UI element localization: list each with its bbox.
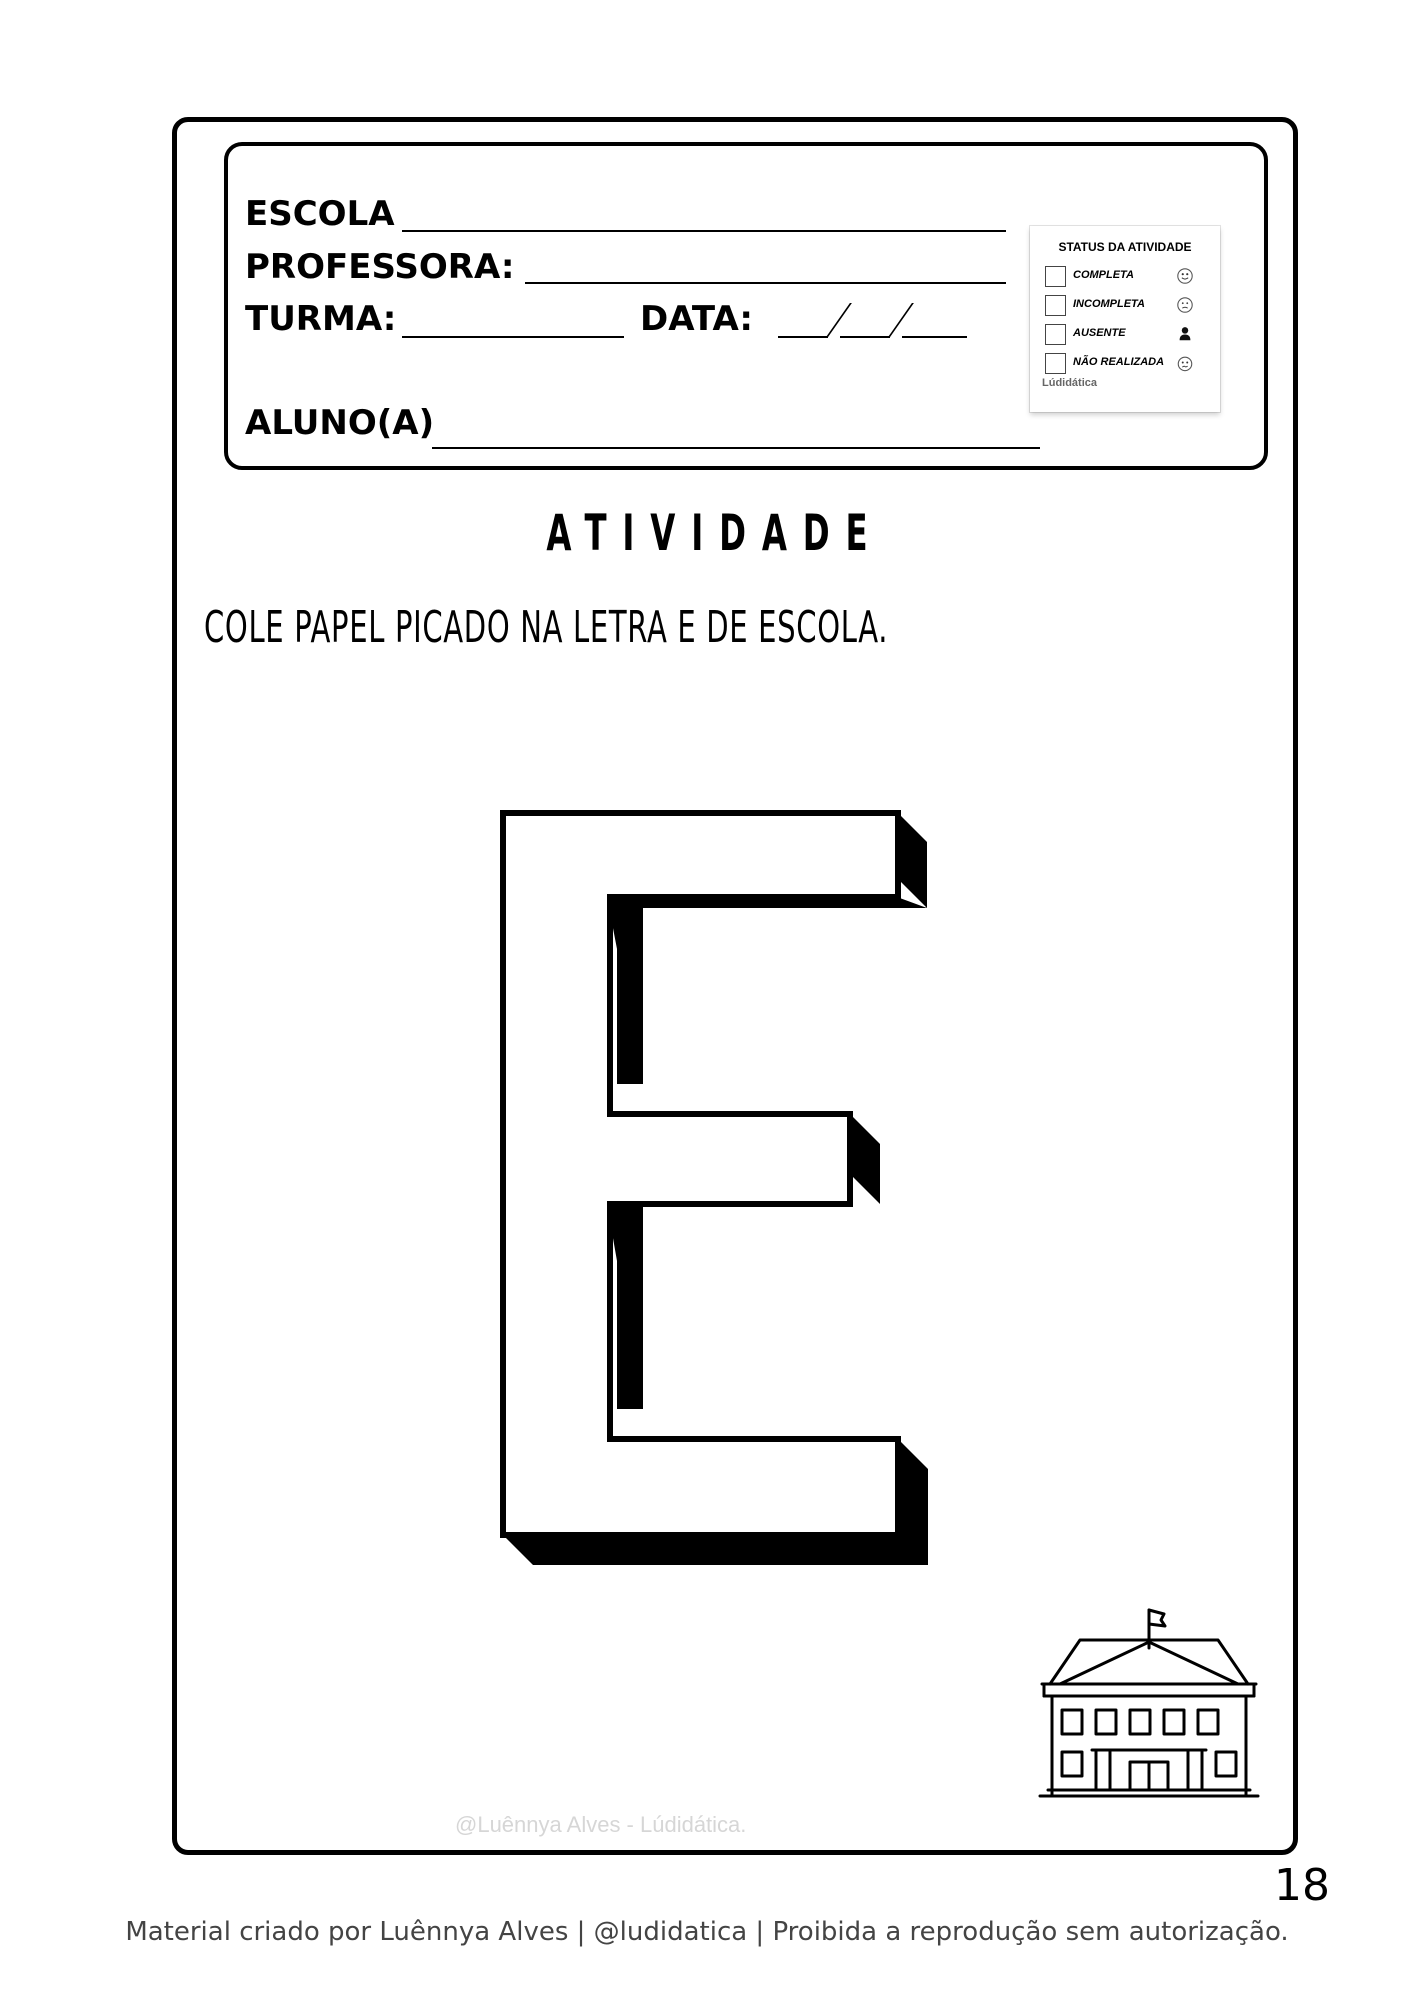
aluno-label: ALUNO(A): [245, 403, 435, 443]
status-label: NÃO REALIZADA: [1073, 356, 1165, 368]
professora-label: PROFESSORA:: [245, 247, 515, 287]
status-option-incompleta[interactable]: [1045, 295, 1215, 319]
status-option-ausente[interactable]: [1045, 324, 1215, 348]
status-label: COMPLETA: [1073, 269, 1134, 281]
aluno-line[interactable]: [432, 447, 1040, 449]
status-title: STATUS DA ATIVIDADE: [1058, 240, 1192, 254]
escola-label: ESCOLA: [245, 194, 395, 234]
status-option-nao-realizada[interactable]: [1045, 353, 1215, 377]
status-label: AUSENTE: [1073, 327, 1126, 339]
status-checkbox[interactable]: [1045, 295, 1066, 316]
status-brand: Lúdidática: [1042, 377, 1098, 389]
activity-status-card: [1030, 226, 1220, 412]
watermark: @Luênnya Alves - Lúdidática.: [455, 1812, 747, 1837]
date-month-line[interactable]: [840, 336, 890, 338]
school-building-icon: [1030, 1604, 1268, 1808]
escola-line[interactable]: [402, 230, 1006, 232]
status-checkbox[interactable]: [1045, 353, 1066, 374]
page-number: 18: [1274, 1860, 1330, 1911]
professora-line[interactable]: [525, 282, 1006, 284]
date-year-line[interactable]: [902, 336, 967, 338]
status-option-completa[interactable]: [1045, 266, 1215, 290]
status-checkbox[interactable]: [1045, 266, 1066, 287]
turma-label: TURMA:: [245, 299, 397, 339]
person-icon: [1176, 325, 1194, 343]
date-day-line[interactable]: [778, 336, 828, 338]
footer-credit: Material criado por Luênnya Alves | @ludidatica | Proibida a reprodução sem autorização.: [125, 1917, 1289, 1947]
status-checkbox[interactable]: [1045, 324, 1066, 345]
data-label: DATA:: [640, 299, 753, 339]
activity-title: ATIVIDADE: [546, 504, 884, 562]
confused-face-icon: [1176, 354, 1194, 372]
status-label: INCOMPLETA: [1073, 298, 1145, 310]
neutral-face-icon: [1176, 296, 1194, 314]
turma-line[interactable]: [402, 336, 624, 338]
happy-face-icon: [1176, 267, 1194, 285]
activity-instruction: COLE PAPEL PICADO NA LETRA E DE ESCOLA.: [204, 602, 889, 653]
